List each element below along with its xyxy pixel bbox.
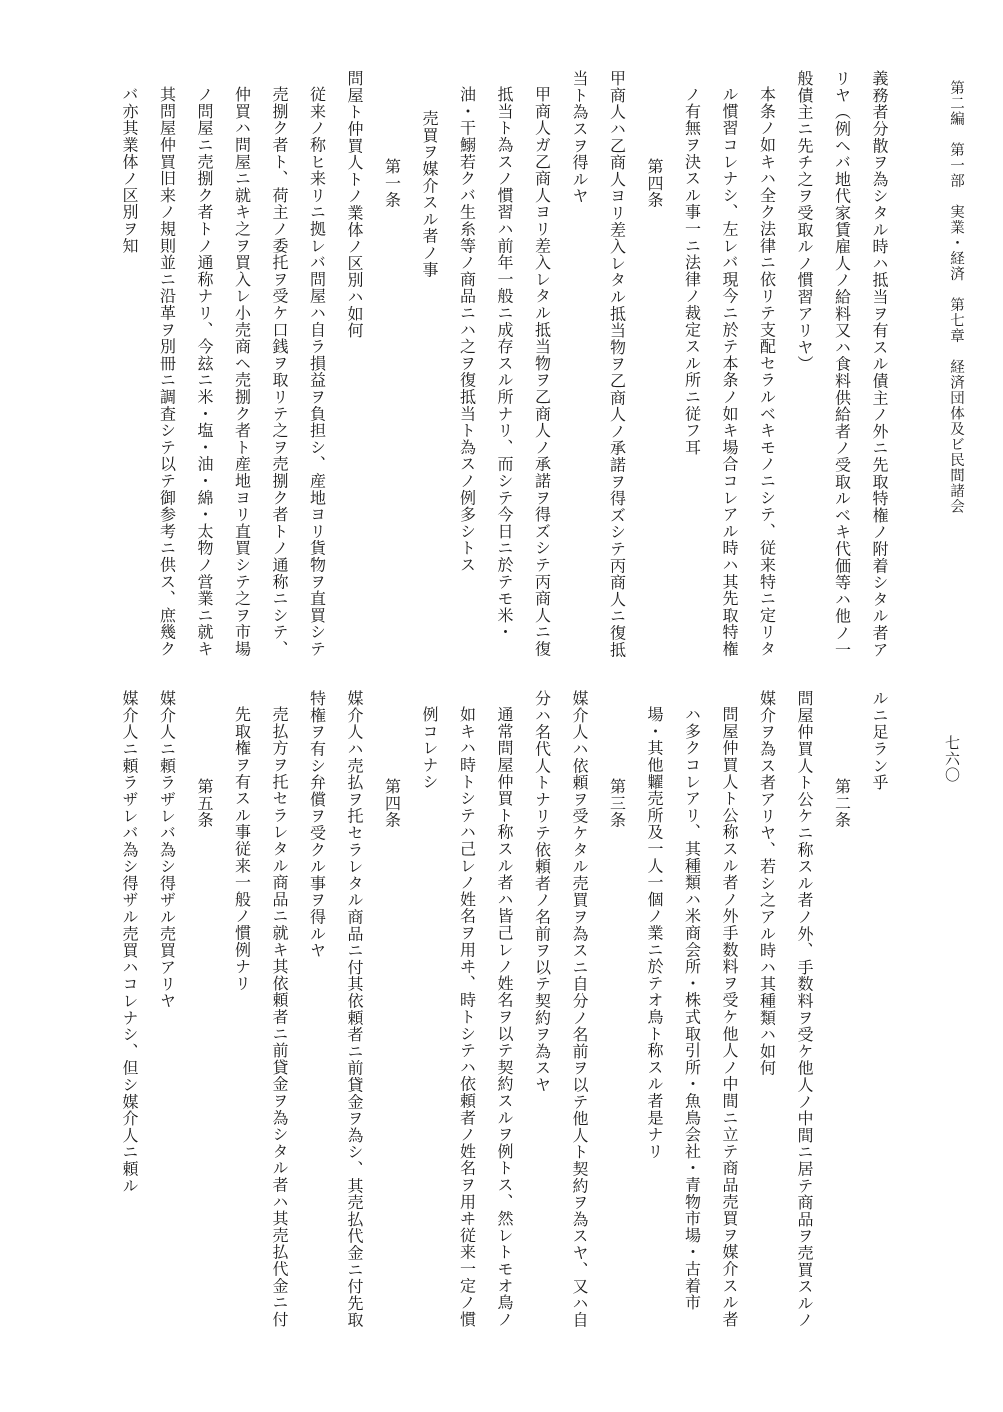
paragraph: 問屋仲買人ト公称スル者ノ外手数料ヲ受ケ他人ノ中間ニ立テ商品売買ヲ媒介スル者ハ多クコレアリ、其種類ハ米商会所・株式取引所・魚鳥会社・青物市場・古着市場・其他糶売所及一人一個ノ業ニ於テオ鳥ト称スル者是ナリ <box>645 706 739 1328</box>
article-heading: 第一条 <box>382 158 402 209</box>
paragraph: 媒介人ニ頼ラザレバ為シ得ザル売買ハコレナシ、但シ媒介人ニ頼ル <box>120 690 139 1194</box>
paragraph: 従来ノ称ヒ来リニ拠レバ問屋ハ自ラ損益ヲ負担シ、産地ヨリ貨物ヲ直買シテ売捌ク者ト、荷主ノ委托ヲ受ケ口銭ヲ取リテ之ヲ売捌ク者トノ通称ニシテ、仲買ハ問屋ニ就キ之ヲ買入レ小売商ヘ売捌ク者ト産地ヨリ直買シテ之ヲ市場ノ問屋ニ売捌ク者トノ通称ナリ、今玆ニ米・塩・油・綿・太物ノ営業ニ就キ其問屋仲買旧来ノ規則並ニ沿革ヲ別冊ニ調査シテ以テ御参考ニ供ス、庶幾クバ亦其業体ノ区別ヲ知 <box>120 86 327 658</box>
running-header: 第二編 第一部 実業・経済 第七章 経済団体及ビ民間諸会 <box>948 80 964 514</box>
paragraph: 媒介人ハ売払ヲ托セラレタル商品ニ付其依頼者ニ前貸金ヲ為シ、其売払代金ニ付先取特権ヲ有シ弁償ヲ受クル事ヲ得ルヤ <box>307 690 364 1329</box>
paragraph: 媒介人ハ依頼ヲ受ケタル売買ヲ為スニ自分ノ名前ヲ以テ他人ト契約ヲ為スヤ、又ハ自分ハ名代人トナリテ依頼者ノ名前ヲ以テ契約ヲ為スヤ <box>532 690 589 1329</box>
paragraph: 問屋ト仲買人トノ業体ノ区別ハ如何 <box>345 70 364 339</box>
paragraph: 甲商人ガ乙商人ヨリ差入レタル抵当物ヲ乙商人ノ承諾ヲ得ズシテ丙商人ニ復抵当ト為スノ慣習ハ前年一般ニ成存スル所ナリ、而シテ今日ニ於テモ米・油・干鰯若クバ生糸等ノ商品ニハ之ヲ復抵当ト為スノ例多シトス <box>457 86 552 658</box>
paragraph: 問屋仲買人ト公ケニ称スル者ノ外、手数料ヲ受ケ他人ノ中間ニ居テ商品ヲ売買スルノ媒介ヲ為ス者アリヤ、若シ之アル時ハ其種類ハ如何 <box>757 690 814 1329</box>
lower-text-block <box>38 690 898 1330</box>
article-heading: 第二条 <box>832 778 852 829</box>
article-heading: 第三条 <box>607 778 627 829</box>
article-heading: 第五条 <box>195 778 214 829</box>
paragraph: 売払方ヲ托セラレタル商品ニ就キ其依頼者ニ前貸金ヲ為シタル者ハ其売払代金ニ付先取権ヲ有スル事従来一般ノ慣例ナリ <box>232 706 289 1328</box>
upper-text-block <box>38 70 898 668</box>
paragraph: ルニ足ラン乎 <box>870 690 889 791</box>
article-heading: 第四条 <box>645 158 664 209</box>
section-heading: 売買ヲ媒介スル者ノ事 <box>420 110 439 278</box>
paragraph: 通常問屋仲買ト称スル者ハ皆己レノ姓名ヲ以テ契約スルヲ例トス、然レトモオ鳥ノ如キハ時トシテハ己レノ姓名ヲ用ヰ、時トシテハ依頼者ノ姓名ヲ用ヰ従来一定ノ慣例コレナシ <box>420 706 514 1328</box>
paragraph: 本条ノ如キハ全ク法律ニ依リテ支配セラルベキモノニシテ、従来特ニ定リタル慣習コレナシ、左レバ現今ニ於テ本条ノ如キ場合コレアル時ハ其先取特権ノ有無ヲ決スル事一ニ法律ノ裁定スル所ニ従フ耳 <box>682 86 777 658</box>
page-number: 七六〇 <box>943 735 961 783</box>
paragraph: 媒介人ニ頼ラザレバ為シ得ザル売買アリヤ <box>157 690 177 1010</box>
article-heading: 第四条 <box>382 778 402 829</box>
paragraph: 甲商人ハ乙商人ヨリ差入レタル抵当物ヲ乙商人ノ承諾ヲ得ズシテ丙商人ニ復抵当ト為スヲ得ルヤ <box>570 70 627 658</box>
paragraph: 義務者分散ヲ為シタル時ハ抵当ヲ有スル債主ノ外ニ先取特権ノ附着シタル者アリヤ（例ヘバ地代家賃雇人ノ給料又ハ食料供給者ノ受取ルベキ代価等ハ他ノ一般債主ニ先チ之ヲ受取ルノ慣習アリヤ） <box>795 70 889 658</box>
